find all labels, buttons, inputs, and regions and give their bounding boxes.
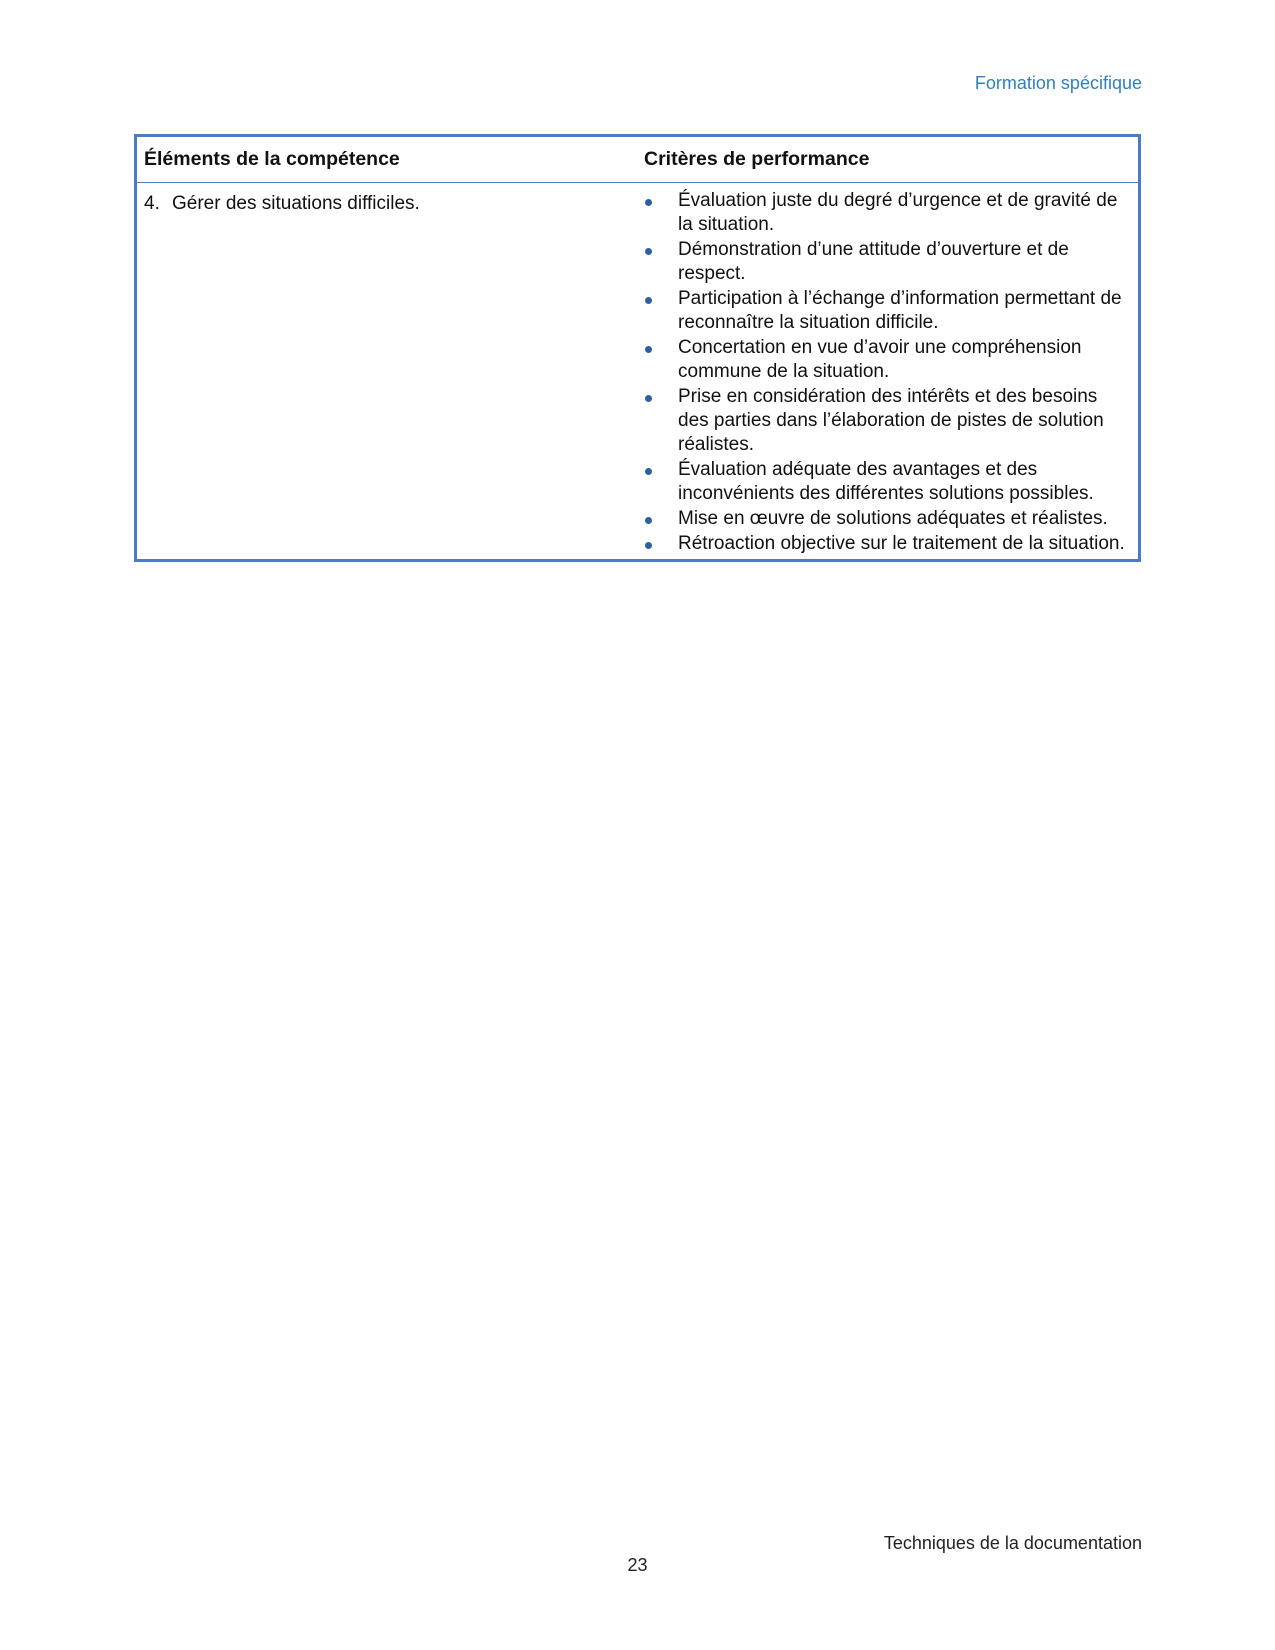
bullet-icon — [645, 468, 652, 475]
criteria-item — [644, 336, 1138, 384]
element-number: 4. — [144, 193, 160, 214]
criteria-text: Évaluation juste du degré d’urgence et de gravité de la situation. — [678, 190, 1118, 235]
competence-table — [134, 134, 1141, 562]
column-header-elements: Éléments de la compétence — [144, 148, 400, 170]
criteria-text: Démonstration d’une attitude d’ouverture et de respect. — [678, 239, 1069, 284]
element-item — [144, 193, 637, 215]
criteria-item — [644, 385, 1138, 457]
element-text: Gérer des situations difficiles. — [172, 193, 420, 214]
criteria-text: Prise en considération des intérêts et des besoins des parties dans l’élaboration de pistes de solution réalistes. — [678, 386, 1104, 455]
criteria-item — [644, 532, 1138, 556]
criteria-cell — [637, 189, 1138, 557]
bullet-icon — [645, 248, 652, 255]
bullet-icon — [645, 517, 652, 524]
element-cell — [137, 189, 637, 557]
bullet-icon — [645, 395, 652, 402]
criteria-text: Concertation en vue d’avoir une compréhension commune de la situation. — [678, 337, 1082, 382]
bullet-icon — [645, 542, 652, 549]
criteria-text: Rétroaction objective sur le traitement de la situation. — [678, 533, 1125, 554]
criteria-text: Évaluation adéquate des avantages et des inconvénients des différentes solutions possibles. — [678, 459, 1094, 504]
footer-program-title: Techniques de la documentation — [883, 1533, 1142, 1553]
criteria-list — [644, 189, 1138, 556]
criteria-item — [644, 287, 1138, 335]
criteria-text: Mise en œuvre de solutions adéquates et réalistes. — [678, 508, 1108, 529]
criteria-text: Participation à l’échange d’information permettant de reconnaître la situation difficile. — [678, 288, 1122, 333]
bullet-icon — [645, 297, 652, 304]
table-row — [137, 183, 1138, 559]
bullet-icon — [645, 346, 652, 353]
criteria-item — [644, 189, 1138, 237]
criteria-item — [644, 507, 1138, 531]
bullet-icon — [645, 199, 652, 206]
section-label: Formation spécifique — [974, 73, 1142, 93]
table-header-row — [137, 137, 1138, 183]
column-header-criteria: Critères de performance — [644, 148, 870, 170]
criteria-item — [644, 458, 1138, 506]
criteria-item — [644, 238, 1138, 286]
page-number: 23 — [627, 1555, 648, 1575]
